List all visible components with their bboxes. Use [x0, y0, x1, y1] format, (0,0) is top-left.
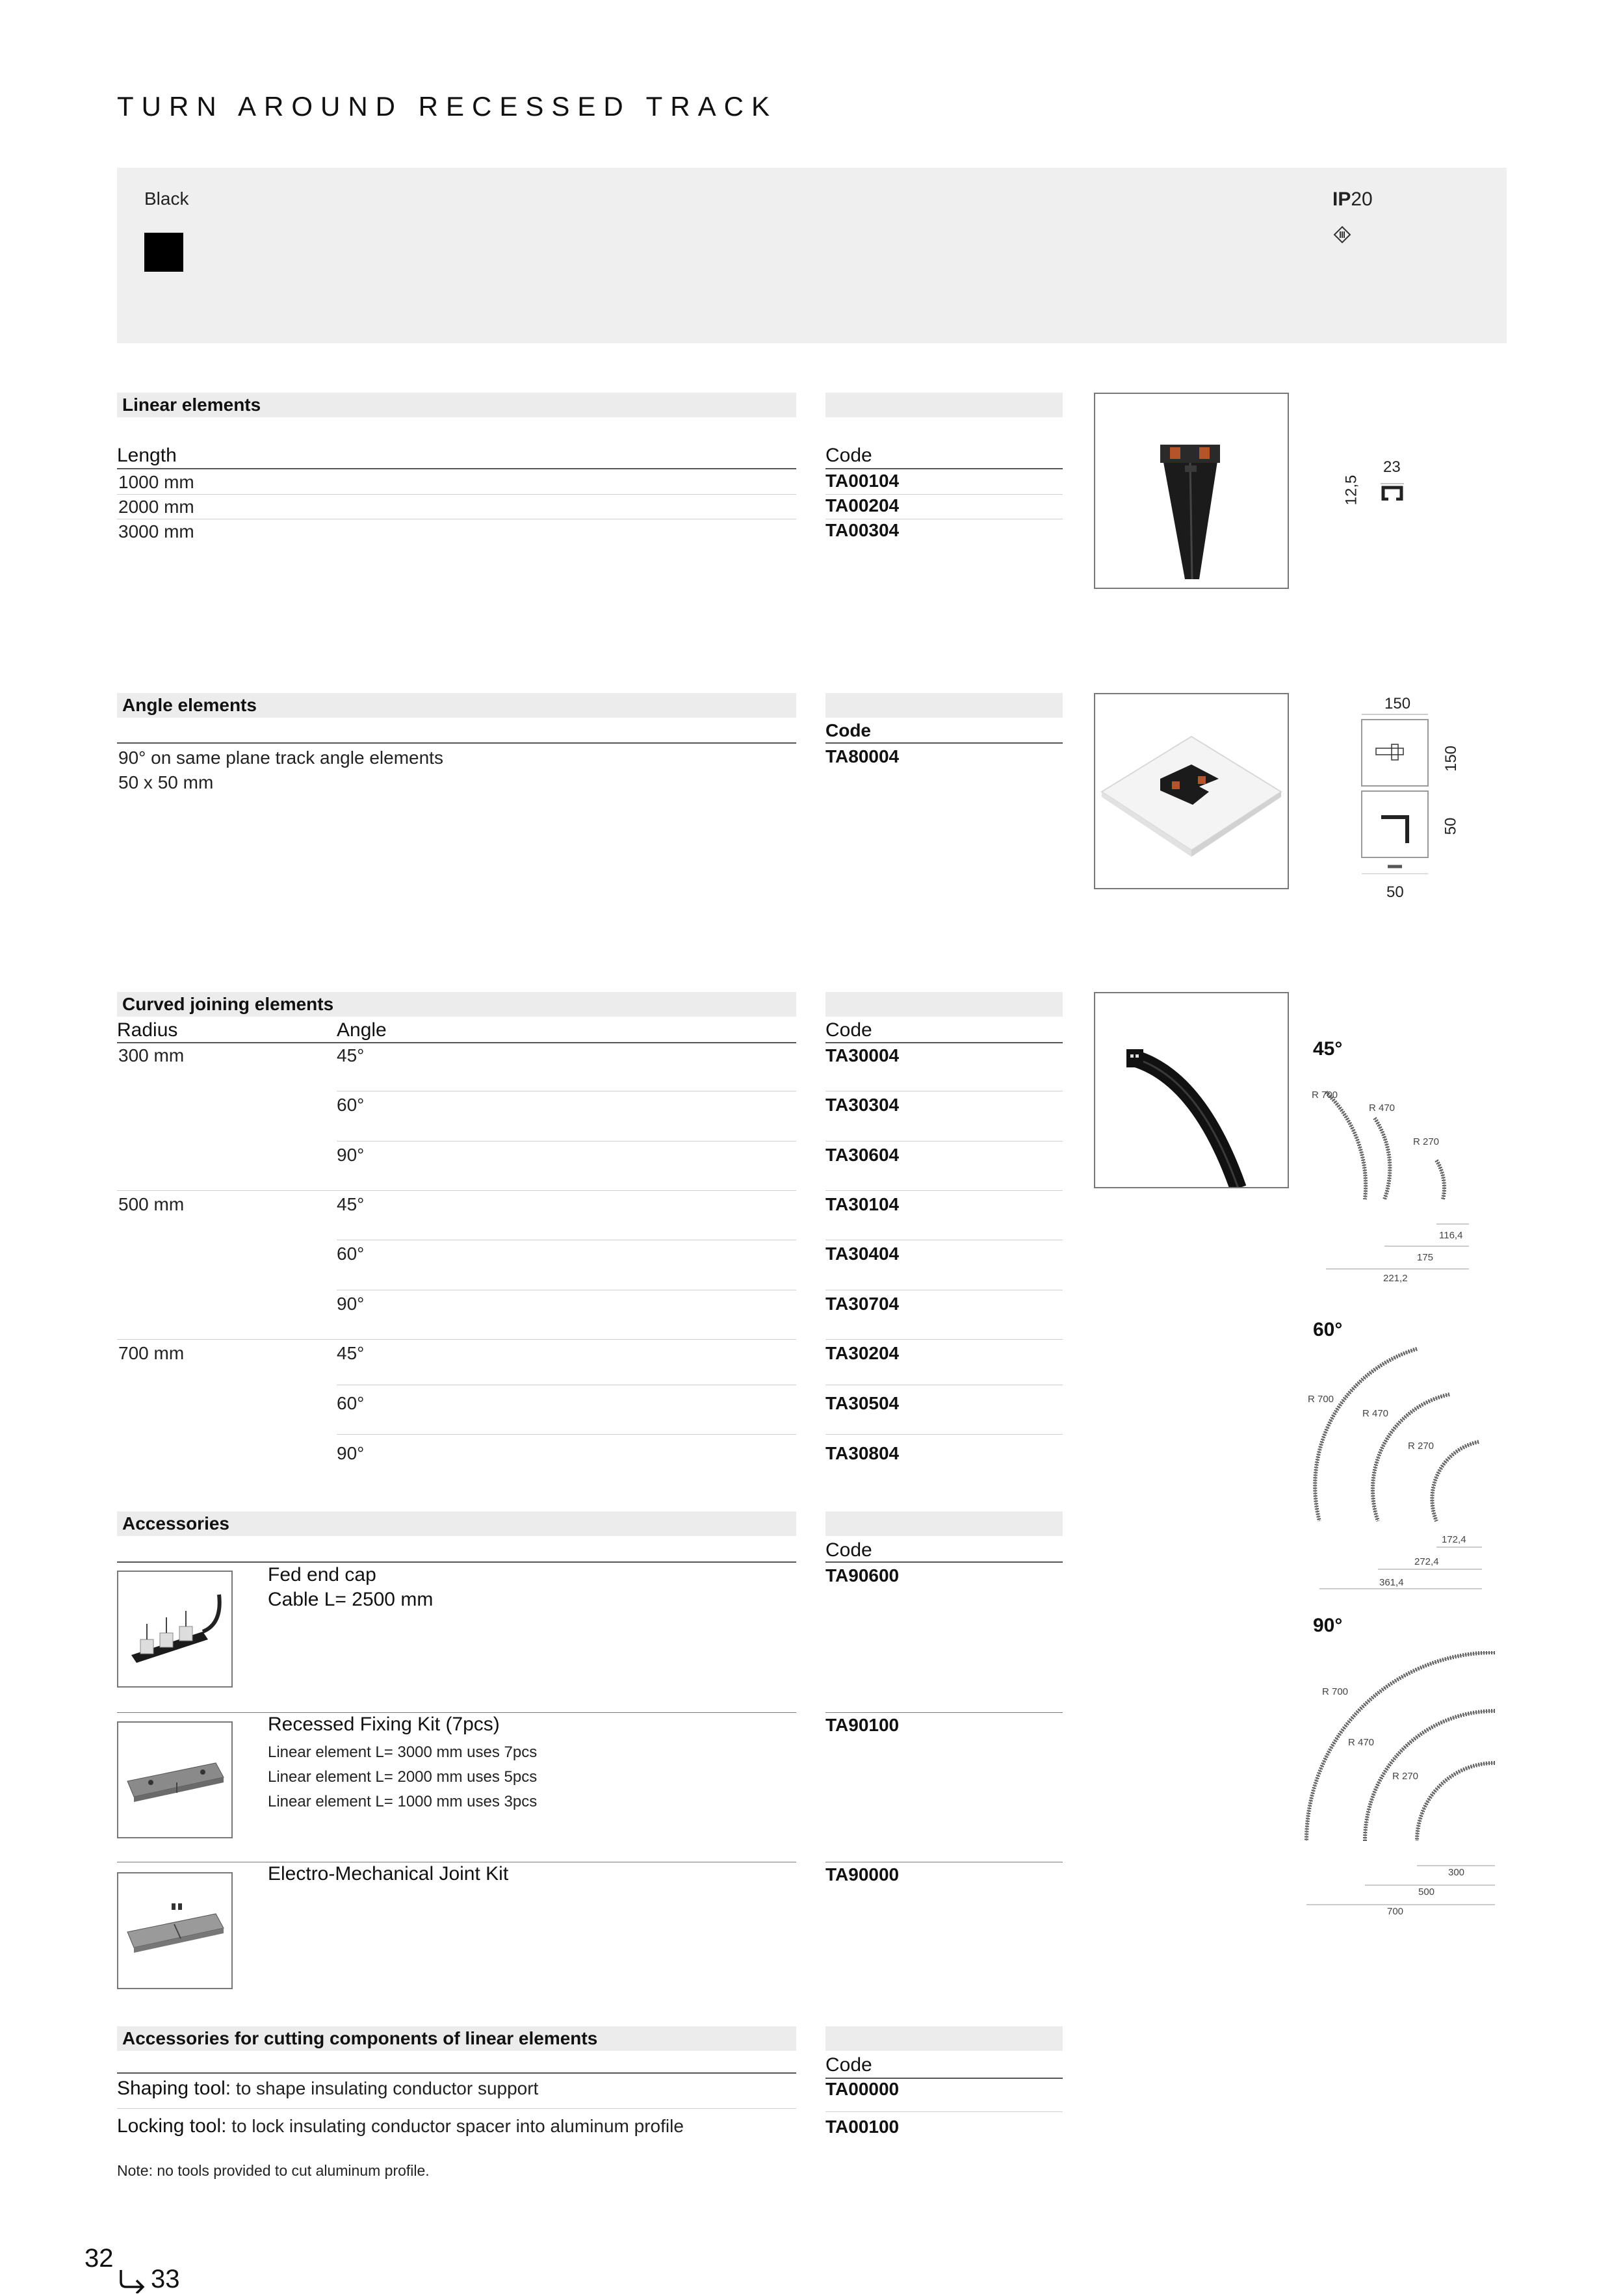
linear-code-1: TA00104 — [825, 471, 900, 491]
divider — [117, 468, 796, 469]
curved-section-header — [117, 992, 796, 1017]
curved-code: TA30604 — [825, 1145, 900, 1165]
divider — [825, 1190, 1063, 1191]
curved-angle: 45° — [337, 1045, 365, 1065]
divider — [825, 1434, 1063, 1435]
joint-kit-photo — [117, 1872, 233, 1989]
linear-code-header: Code — [825, 445, 872, 466]
shaping-tool-row — [117, 2078, 538, 2100]
finish-label: Black — [144, 189, 189, 209]
fixing-kit-line-1: Linear element L= 3000 mm uses 7pcs — [268, 1743, 538, 1761]
curved-code-header: Code — [825, 1019, 872, 1041]
curved-radius-700: 700 mm — [118, 1343, 185, 1363]
curved-angle: 45° — [337, 1343, 365, 1363]
accessories-code-bar — [825, 1511, 1063, 1536]
fed-end-cap-image — [118, 1572, 231, 1686]
cutting-section-title: Accessories for cutting components of linear elements — [122, 2028, 598, 2048]
linear-dim-height: 12,5 — [1342, 475, 1360, 506]
fed-end-cap-code: TA90600 — [825, 1565, 900, 1585]
angle-description: 90° on same plane track angle elements — [118, 748, 443, 768]
fixing-kit-name: Recessed Fixing Kit (7pcs) — [268, 1714, 500, 1735]
diagram-60-r270: R 270 — [1408, 1441, 1435, 1452]
page-title: TURN AROUND RECESSED TRACK — [117, 91, 777, 122]
cutting-code-header: Code — [825, 2054, 872, 2076]
ip-value: 20 — [1351, 189, 1373, 210]
diagram-90-r700: R 700 — [1322, 1686, 1349, 1697]
joint-kit-name: Electro-Mechanical Joint Kit — [268, 1863, 509, 1885]
diagram-90-r270: R 270 — [1392, 1771, 1419, 1782]
diagram-60-d3: 361,4 — [1379, 1577, 1404, 1588]
diagram-60-r470: R 470 — [1362, 1408, 1389, 1419]
curved-code: TA30504 — [825, 1393, 900, 1413]
fixing-kit-line-3: Linear element L= 1000 mm uses 3pcs — [268, 1793, 538, 1810]
diagram-60-r700: R 700 — [1308, 1394, 1334, 1405]
next-page-number: 33 — [151, 2265, 180, 2293]
curved-angle: 60° — [337, 1244, 365, 1264]
curved-code: TA30004 — [825, 1045, 900, 1065]
divider — [117, 1190, 796, 1191]
page-turn-arrow-icon — [117, 2267, 148, 2293]
angle-element-photo — [1094, 693, 1289, 889]
divider — [825, 2111, 1063, 2112]
angle-code-bar — [825, 693, 1063, 718]
joint-kit-image — [118, 1873, 231, 1988]
linear-dim-width: 23 — [1383, 458, 1401, 476]
page-number: 32 — [84, 2244, 114, 2273]
diagram-45-d2: 175 — [1417, 1252, 1434, 1263]
curved-radius-500: 500 mm — [118, 1194, 185, 1214]
curved-code: TA30204 — [825, 1343, 900, 1363]
curved-radius-header: Radius — [117, 1019, 178, 1041]
curved-radius-300: 300 mm — [118, 1045, 185, 1065]
divider — [117, 2072, 796, 2074]
angle-dim-side-small: 50 — [1442, 817, 1460, 835]
cutting-code-bar — [825, 2026, 1063, 2051]
angle-code-header: Code — [825, 720, 871, 740]
linear-section-title: Linear elements — [122, 395, 261, 415]
curved-track-image — [1095, 993, 1288, 1187]
diagram-90-d2: 500 — [1418, 1886, 1435, 1898]
fed-end-cap-sub: Cable L= 2500 mm — [268, 1589, 434, 1610]
divider — [117, 494, 796, 495]
finish-panel — [117, 168, 1507, 343]
curved-angle: 45° — [337, 1194, 365, 1214]
divider — [117, 742, 796, 744]
divider — [825, 1712, 1063, 1713]
linear-code-2: TA00204 — [825, 495, 900, 515]
cutting-note: Note: no tools provided to cut aluminum profile. — [117, 2162, 430, 2179]
diagram-60-title: 60° — [1313, 1319, 1343, 1340]
cutting-section-header — [117, 2026, 796, 2051]
fixing-kit-line-2: Linear element L= 2000 mm uses 5pcs — [268, 1768, 538, 1786]
class-iii-icon — [1332, 225, 1352, 244]
angle-image — [1095, 694, 1288, 888]
fed-end-cap-name: Fed end cap — [268, 1564, 376, 1585]
diagram-45-r270: R 270 — [1413, 1136, 1440, 1147]
curved-code: TA30704 — [825, 1294, 900, 1314]
locking-tool-row — [117, 2115, 684, 2137]
divider — [117, 1712, 796, 1713]
diagram-60 — [1306, 1346, 1488, 1593]
linear-element-photo — [1094, 393, 1289, 589]
curved-angle: 60° — [337, 1095, 365, 1115]
curved-code: TA30104 — [825, 1194, 900, 1214]
ip-prefix: IP — [1332, 189, 1351, 210]
divider — [825, 1042, 1063, 1043]
angle-code: TA80004 — [825, 746, 900, 766]
divider — [337, 1434, 796, 1435]
diagram-90-r470: R 470 — [1348, 1737, 1375, 1748]
linear-code-bar — [825, 393, 1063, 417]
ip-rating — [1332, 189, 1373, 211]
diagram-45-r470: R 470 — [1369, 1102, 1396, 1114]
linear-length-header: Length — [117, 445, 177, 466]
linear-length-1: 1000 mm — [118, 472, 194, 492]
angle-dim-side: 150 — [1442, 745, 1461, 772]
diagram-45-r700: R 700 — [1312, 1089, 1338, 1101]
diagram-90-title: 90° — [1313, 1615, 1343, 1636]
profile-icon — [1379, 482, 1405, 501]
angle-dim-bottom: 50 — [1386, 883, 1404, 901]
linear-section-header — [117, 393, 796, 417]
curved-element-photo — [1094, 992, 1289, 1188]
fixing-kit-photo — [117, 1721, 233, 1838]
angle-section-title: Angle elements — [122, 695, 257, 715]
divider — [117, 1339, 796, 1340]
fixing-kit-image — [118, 1723, 231, 1837]
curved-code: TA30304 — [825, 1095, 900, 1115]
diagram-90-d1: 300 — [1448, 1867, 1465, 1878]
divider — [825, 468, 1063, 469]
diagram-90-d3: 700 — [1387, 1906, 1404, 1917]
accessories-section-title: Accessories — [122, 1513, 230, 1533]
divider — [117, 2108, 796, 2109]
divider — [117, 1561, 796, 1563]
linear-code-3: TA00304 — [825, 520, 900, 540]
curved-angle: 90° — [337, 1145, 365, 1165]
diagram-45-d3: 221,2 — [1383, 1273, 1408, 1284]
diagram-45-title: 45° — [1313, 1038, 1343, 1060]
curved-code: TA30404 — [825, 1244, 900, 1264]
angle-technical-drawing — [1355, 692, 1459, 907]
linear-section-drawing — [1339, 449, 1423, 520]
locking-tool-text: to lock insulating conductor spacer into aluminum profile — [226, 2116, 684, 2136]
divider — [825, 1561, 1063, 1563]
curved-code: TA30804 — [825, 1443, 900, 1463]
curved-angle: 90° — [337, 1443, 365, 1463]
angle-dim-top: 150 — [1384, 695, 1411, 712]
divider — [825, 1339, 1063, 1340]
linear-length-2: 2000 mm — [118, 497, 194, 517]
curved-angle: 60° — [337, 1393, 365, 1413]
angle-drawing — [1355, 713, 1459, 902]
locking-tool-code: TA00100 — [825, 2117, 900, 2137]
shaping-tool-label: Shaping tool: — [117, 2078, 231, 2099]
curved-angle: 90° — [337, 1294, 365, 1314]
curved-angle-header: Angle — [337, 1019, 387, 1041]
angle-size: 50 x 50 mm — [118, 772, 214, 792]
curved-section-title: Curved joining elements — [122, 994, 334, 1014]
diagram-60-d2: 272,4 — [1414, 1556, 1439, 1567]
fed-end-cap-photo — [117, 1571, 233, 1688]
divider — [117, 1042, 796, 1043]
divider — [825, 742, 1063, 744]
accessories-section-header — [117, 1511, 796, 1536]
shaping-tool-text: to shape insulating conductor support — [231, 2078, 539, 2098]
black-swatch — [144, 233, 183, 272]
divider — [825, 494, 1063, 495]
fixing-kit-code: TA90100 — [825, 1715, 900, 1735]
angle-section-header — [117, 693, 796, 718]
diagram-45-d1: 116,4 — [1439, 1230, 1463, 1241]
locking-tool-label: Locking tool: — [117, 2115, 227, 2137]
linear-length-3: 3000 mm — [118, 521, 194, 541]
track-image — [1095, 394, 1288, 588]
diagram-60-d1: 172,4 — [1442, 1534, 1466, 1545]
curved-code-bar — [825, 992, 1063, 1017]
accessories-code-header: Code — [825, 1539, 872, 1561]
shaping-tool-code: TA00000 — [825, 2079, 900, 2099]
joint-kit-code: TA90000 — [825, 1864, 900, 1885]
